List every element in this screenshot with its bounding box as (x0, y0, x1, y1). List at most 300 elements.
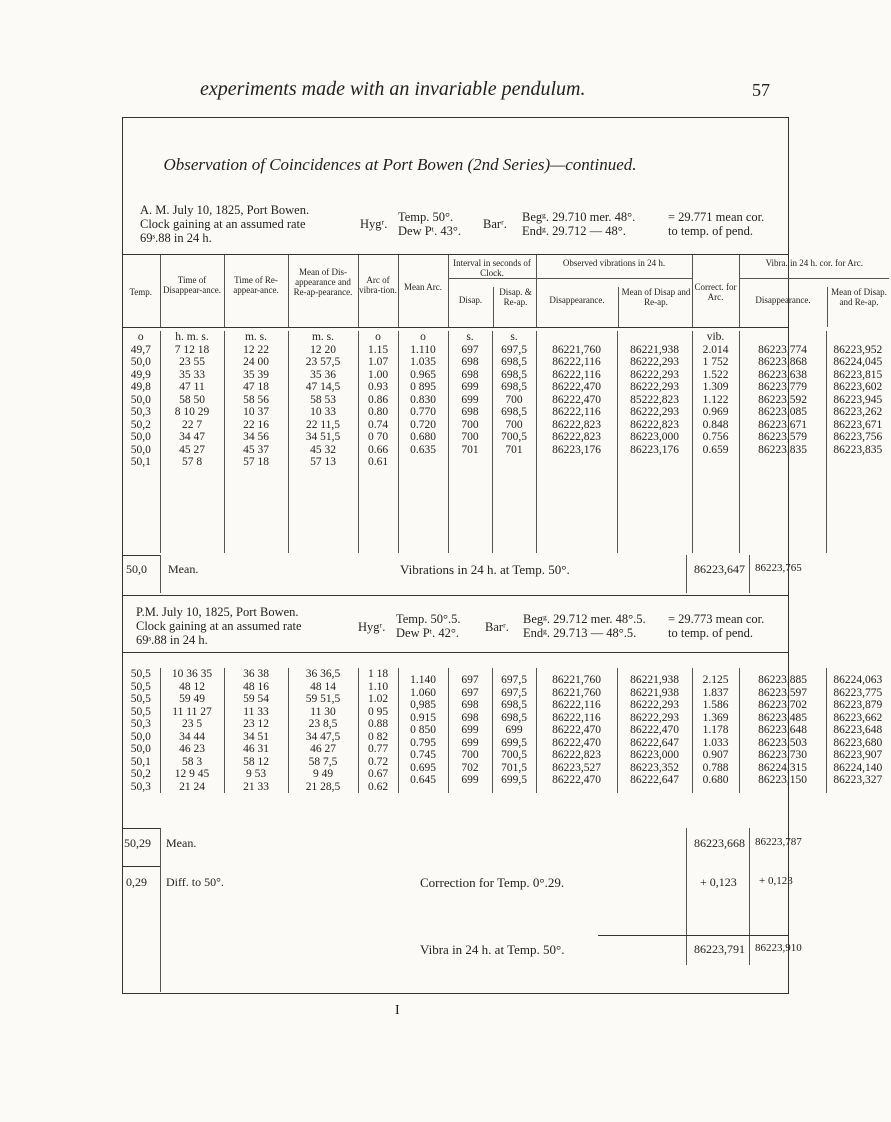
table-cell: 0.770 (410, 406, 436, 418)
col-mean-dis: Mean of Dis-appearance and Re-ap-pearance. (288, 255, 358, 327)
table-cell: 50,5 (130, 680, 151, 693)
table-cell: 86223,952 (833, 343, 883, 356)
table-cell: o (137, 331, 144, 343)
col-correct: Correct. for Arc. (692, 255, 739, 327)
col-vib-mean: Mean of Disap. and Re-ap. (827, 287, 891, 327)
table-cell: 12 9 45 (174, 768, 210, 780)
table-cell: 699 (461, 381, 479, 393)
table-cell: 86223,662 (833, 711, 883, 724)
table-cell: 86223,774 (758, 343, 807, 356)
table-cell: 50,0 (130, 393, 151, 406)
am-intro (140, 203, 309, 245)
table-cell: 0.659 (702, 443, 729, 456)
table-cell: 697 (461, 674, 479, 686)
table-cell: 58 7,5 (308, 755, 338, 768)
table-cell: 86223,592 (758, 393, 807, 406)
table-cell: 1.178 (702, 724, 729, 736)
am-col-obs-dis (537, 331, 617, 456)
table-cell: 1.522 (702, 368, 729, 381)
am-col-vib-dis (740, 331, 826, 456)
page-header (0, 78, 800, 108)
table-cell: 86223,352 (630, 761, 679, 774)
table-cell: 50,1 (130, 456, 151, 468)
table-cell: 11 30 (310, 705, 336, 718)
table-cell: 698 (461, 356, 479, 368)
table-cell: 86222,293 (630, 368, 679, 381)
table-cell: 699 (505, 724, 523, 736)
table-cell: 1.033 (702, 736, 729, 749)
am-col-dis (161, 331, 224, 469)
table-cell: 0.695 (410, 761, 436, 774)
table-cell: 58 12 (243, 755, 269, 768)
col-interval-label: Interval in seconds of Clock. (453, 258, 531, 278)
pm-correction-label: Correction for Temp. 0°.29. (420, 875, 565, 890)
table-cell: 10 36 35 (171, 668, 213, 680)
am-col-int-dis (449, 331, 492, 456)
table-cell: 50,0 (130, 730, 151, 743)
rule (122, 866, 160, 867)
table-cell: 36 36,5 (305, 668, 341, 680)
table-cell: 86222,116 (552, 711, 601, 724)
am-intro-line: A. M. July 10, 1825, Port Bowen. (140, 203, 310, 217)
am-hygr-temp: Temp. 50°. (398, 210, 454, 224)
table-frame (122, 117, 789, 994)
table-cell: 699,5 (501, 736, 527, 749)
pm-hygr-dew: Dew Pᵗ. 42°. (396, 626, 459, 640)
pm-bar-end: Endᵍ. 29.713 — 48°.5. (523, 626, 637, 640)
table-cell: 698,5 (501, 699, 527, 711)
table-cell: 0.965 (410, 368, 436, 381)
table-cell: 0.756 (702, 431, 729, 443)
rule (122, 652, 789, 653)
table-cell: 58 56 (243, 393, 269, 406)
table-cell: 86222,823 (552, 749, 601, 761)
table-cell: 1.00 (367, 368, 389, 381)
table-cell: 86223,868 (758, 356, 807, 368)
table-cell: 86223,262 (833, 406, 883, 418)
table-cell: 86223,597 (758, 686, 807, 699)
table-cell: 86223,602 (833, 381, 883, 393)
pm-vibra-label: Vibra in 24 h. at Temp. 50°. (420, 942, 565, 957)
table-cell: 86223,945 (833, 393, 883, 406)
table-cell: 58 50 (179, 393, 205, 406)
table-cell: 35 36 (310, 368, 336, 381)
table-cell: 699 (461, 724, 479, 736)
running-title: experiments made with an invariable pendulum. (200, 78, 586, 100)
table-cell: 86223,176 (630, 443, 679, 456)
table-cell: s. (466, 331, 474, 343)
pm-mean-temp: 50,29 (124, 836, 151, 850)
pm-col-reap (225, 668, 288, 793)
table-cell: 698,5 (501, 356, 527, 368)
pm-col-obs-mean (618, 668, 692, 787)
table-cell: 86223,085 (758, 406, 807, 418)
table-cell: 0.635 (410, 443, 436, 456)
table-cell: 86223,756 (833, 431, 883, 443)
table-cell: 1.837 (702, 686, 729, 699)
rule (122, 327, 789, 328)
pm-body (122, 668, 889, 793)
table-cell: 698,5 (501, 381, 527, 393)
table-cell: 10 33 (310, 406, 336, 418)
table-cell: 50,0 (130, 743, 151, 755)
signature-mark: I (395, 1003, 400, 1018)
table-caption: Observation of Coincidences at Port Bowen (2nd Series)—continued. (163, 155, 637, 174)
table-cell: 698 (461, 711, 479, 724)
table-cell: 86221,760 (552, 686, 601, 699)
table-cell: 698,5 (501, 368, 527, 381)
table-cell: 34 51,5 (305, 431, 341, 443)
pm-col-mean (289, 668, 358, 793)
table-cell: 1.060 (410, 686, 436, 699)
table-cell: 11 33 (243, 705, 269, 718)
table-cell: 86223,815 (833, 368, 883, 381)
table-cell: 86223,775 (833, 686, 883, 699)
table-cell: 86223,671 (833, 418, 883, 431)
rule (122, 595, 789, 596)
table-cell: 45 37 (243, 443, 269, 456)
table-cell: 0.80 (367, 406, 389, 418)
table-cell: 86223,835 (758, 443, 807, 456)
table-cell: 0.788 (702, 761, 729, 774)
am-col-vib-mean (827, 331, 890, 456)
table-cell: 23 57,5 (305, 356, 341, 368)
table-cell: 0.795 (410, 736, 436, 749)
am-col-temp (122, 331, 160, 469)
pm-hygr (396, 612, 461, 640)
table-cell: 0 82 (367, 730, 389, 743)
table-cell: 23 12 (243, 718, 269, 730)
col-vib-disap: Disappearance. (755, 295, 811, 305)
pm-bar (523, 612, 646, 640)
table-cell: 57 13 (310, 456, 336, 468)
table-cell: 0 850 (410, 724, 436, 736)
table-cell: 50,0 (130, 431, 151, 443)
table-cell: 86224,140 (833, 761, 883, 774)
table-cell: 86223,579 (758, 431, 807, 443)
table-cell: 59 49 (179, 693, 205, 705)
table-cell: 86224,063 (833, 674, 883, 686)
table-cell: 86222,470 (552, 393, 601, 406)
am-mean-cor-line: to temp. of pend. (668, 224, 754, 238)
am-mean-mean: 86223,765 (755, 562, 802, 574)
table-cell: 50,3 (130, 780, 151, 793)
table-cell: 0 95 (367, 705, 389, 718)
table-cell: 86223,000 (630, 431, 679, 443)
table-cell: 86222,647 (630, 774, 679, 786)
pm-col-arc (359, 668, 398, 793)
pm-col-mean-arc (399, 668, 448, 787)
rule (686, 828, 687, 965)
table-cell: 700 (461, 418, 479, 431)
rule (749, 555, 750, 593)
table-cell: 47 11 (179, 381, 205, 393)
table-cell: 86222,470 (552, 774, 601, 786)
table-cell: 697,5 (501, 674, 527, 686)
table-cell: 50,5 (130, 693, 151, 705)
rule (160, 828, 161, 992)
table-cell: 699 (461, 736, 479, 749)
table-cell: 698 (461, 368, 479, 381)
pm-col-temp (122, 668, 160, 793)
table-cell: 50,5 (130, 668, 151, 680)
rule (686, 555, 687, 593)
table-cell: 86223,779 (758, 381, 807, 393)
table-cell: 86223,150 (758, 774, 807, 786)
am-mean-text: Vibrations in 24 h. at Temp. 50°. (400, 562, 570, 577)
table-cell: 23 55 (179, 356, 205, 368)
table-cell: 86223,503 (758, 736, 807, 749)
table-cell: 700,5 (501, 749, 527, 761)
pm-bar-begin: Begᵍ. 29.712 mer. 48°.5. (523, 612, 646, 626)
table-cell: 58 3 (181, 755, 203, 768)
col-obs-mean: Mean of Disap and Re-ap. (618, 287, 694, 327)
table-cell: m. s. (244, 331, 268, 343)
table-cell: 12 20 (310, 343, 336, 356)
pm-intro (136, 605, 302, 647)
table-cell: 48 14 (310, 680, 336, 693)
pm-bar-label: Barʳ. (485, 620, 509, 634)
table-cell: 1 752 (702, 356, 729, 368)
table-cell: 57 8 (181, 456, 203, 468)
am-col-mean (289, 331, 358, 469)
pm-intro-line: Clock gaining at an assumed rate (136, 619, 302, 633)
table-cell: 1.369 (702, 711, 729, 724)
table-cell: 9 53 (245, 768, 267, 780)
table-cell: 36 38 (243, 668, 269, 680)
table-cell: 702 (461, 761, 479, 774)
table-cell: 1.309 (702, 381, 729, 393)
table-cell: 0.745 (410, 749, 436, 761)
table-cell: 50,0 (130, 443, 151, 456)
pm-mean-dis: 86223,668 (694, 836, 745, 850)
am-bar-end: Endᵍ. 29.712 — 48°. (522, 224, 626, 238)
table-cell: 86221,938 (630, 343, 679, 356)
am-hygr-label: Hygʳ. (360, 217, 388, 231)
rule (122, 555, 160, 556)
table-cell: 50,3 (130, 406, 151, 418)
table-cell: 46 27 (310, 743, 336, 755)
table-cell: 86223,000 (630, 749, 679, 761)
am-body (122, 331, 889, 553)
am-hygr (398, 210, 461, 238)
col-interval (448, 255, 536, 327)
table-cell: 50,2 (130, 418, 151, 431)
table-cell: h. m. s. (175, 331, 209, 343)
table-cell: 86222,116 (552, 356, 601, 368)
col-disappearance: Time of Disappear-ance. (160, 255, 224, 327)
pm-col-vib-dis (740, 668, 826, 787)
table-cell: 47 18 (243, 381, 269, 393)
rule (749, 828, 750, 965)
table-cell: 1 18 (367, 668, 389, 680)
am-col-obs-mean (618, 331, 692, 456)
table-cell: 86223,648 (758, 724, 807, 736)
am-mean-temp: 50,0 (126, 562, 147, 576)
table-cell: 699,5 (501, 774, 527, 786)
am-mean-cor-line: = 29.771 mean cor. (668, 210, 765, 224)
am-bar (522, 210, 635, 238)
table-cell: 34 56 (243, 431, 269, 443)
table-cell: 86222,293 (630, 381, 679, 393)
table-cell: s. (510, 331, 518, 343)
table-cell: 86222,470 (630, 724, 679, 736)
table-cell: 86223,327 (833, 774, 883, 786)
table-cell: o (420, 331, 426, 343)
table-cell: 700 (461, 431, 479, 443)
col-arc: Arc of vibra-tion. (358, 255, 398, 327)
table-cell: 50,2 (130, 768, 151, 780)
table-cell: 1.586 (702, 699, 729, 711)
table-cell: 86222,116 (552, 406, 601, 418)
rule (160, 555, 161, 593)
table-cell: 86223,485 (758, 711, 807, 724)
table-cell: 0.77 (367, 743, 389, 755)
table-cell: 86222,293 (630, 699, 679, 711)
am-col-mean-arc (399, 331, 448, 456)
table-cell: 86223,176 (552, 443, 601, 456)
table-cell: 0 895 (410, 381, 436, 393)
col-int-reap: Disap. & Re-ap. (493, 287, 538, 327)
table-cell: 0.969 (702, 406, 729, 418)
table-cell: 23 5 (181, 718, 203, 730)
table-cell: 86223,680 (833, 736, 883, 749)
table-cell: 86223,730 (758, 749, 807, 761)
table-cell: 50,0 (130, 356, 151, 368)
table-cell: 0.72 (367, 755, 389, 768)
table-cell: 0.62 (367, 780, 389, 793)
table-cell: 11 11 27 (172, 705, 212, 718)
table-cell: 49,9 (130, 368, 151, 381)
pm-col-int-dis (449, 668, 492, 787)
col-temp: Temp. (129, 287, 153, 297)
am-mean-cor (668, 210, 764, 238)
table-cell: 1.10 (367, 680, 389, 693)
table-cell: 86222,116 (552, 368, 601, 381)
table-cell: 50,1 (130, 755, 151, 768)
table-cell: vib. (706, 331, 725, 343)
table-cell: 0,985 (410, 699, 436, 711)
table-cell: 701 (461, 443, 479, 456)
pm-mean-label: Mean. (166, 836, 197, 850)
table-cell: 86223,638 (758, 368, 807, 381)
table-cell: 697,5 (501, 686, 527, 699)
table-cell: 86223,907 (833, 749, 883, 761)
table-cell: 50,3 (130, 718, 151, 730)
table-cell: 0.907 (702, 749, 729, 761)
table-cell: 0.680 (702, 774, 729, 786)
table-cell: 12 22 (243, 343, 269, 356)
table-cell: 1.02 (367, 693, 389, 705)
table-cell: 697,5 (501, 343, 527, 356)
pm-col-vib-mean (827, 668, 890, 787)
table-cell: o (375, 331, 381, 343)
table-cell: 698,5 (501, 406, 527, 418)
table-cell: 2.014 (702, 343, 729, 356)
table-cell: 0.645 (410, 774, 436, 786)
am-intro-line: Clock gaining at an assumed rate (140, 217, 306, 231)
pm-vibra-mean: 86223,910 (755, 942, 802, 954)
col-observed-label: Observed vibrations in 24 h. (562, 258, 666, 268)
table-cell: 58 53 (310, 393, 336, 406)
table-cell: 50,5 (130, 705, 151, 718)
am-mean-label: Mean. (168, 562, 199, 576)
table-cell: 86222,293 (630, 711, 679, 724)
am-mean-dis: 86223,647 (694, 562, 745, 576)
table-cell: 86223,702 (758, 699, 807, 711)
col-vibra (739, 255, 889, 327)
table-cell: 22 16 (243, 418, 269, 431)
table-cell: 700 (505, 393, 523, 406)
table-cell: 86222,470 (552, 736, 601, 749)
table-cell: 86224,315 (758, 761, 807, 774)
col-observed (536, 255, 692, 327)
pm-mean-mean: 86223,787 (755, 836, 802, 848)
table-cell: 86221,760 (552, 343, 601, 356)
table-cell: 48 12 (179, 680, 205, 693)
table-cell: 1.15 (367, 343, 389, 356)
table-cell: 699 (461, 393, 479, 406)
am-bar-label: Barʳ. (483, 217, 507, 231)
table-cell: 0.93 (367, 381, 389, 393)
pm-correction-dis: + 0,123 (700, 875, 737, 889)
table-cell: 35 33 (179, 368, 205, 381)
table-cell: 47 14,5 (305, 381, 341, 393)
pm-mean-cor-line: to temp. of pend. (668, 626, 754, 640)
table-cell: 0.848 (702, 418, 729, 431)
pm-hygr-label: Hygʳ. (358, 620, 386, 634)
am-hygr-dew: Dew Pᵗ. 43°. (398, 224, 461, 238)
table-cell: 698 (461, 699, 479, 711)
table-cell: 57 18 (243, 456, 269, 468)
table-cell: 0.67 (367, 768, 389, 780)
table-cell: 8 10 29 (174, 406, 210, 418)
am-col-corr (693, 331, 739, 456)
table-cell: 697 (461, 686, 479, 699)
table-cell: 46 31 (243, 743, 269, 755)
table-cell: 701 (505, 443, 523, 456)
table-cell: 35 39 (243, 368, 269, 381)
table-cell: 34 47 (179, 431, 205, 443)
table-cell: 86221,938 (630, 686, 679, 699)
col-mean-arc: Mean Arc. (398, 255, 448, 327)
table-cell: 21 28,5 (305, 780, 341, 793)
table-cell: 34 44 (179, 730, 205, 743)
pm-vibra-dis: 86223,791 (694, 942, 745, 956)
table-cell: 86222,470 (552, 724, 601, 736)
table-cell: 23 8,5 (308, 718, 338, 730)
table-cell: 86224,045 (833, 356, 883, 368)
table-cell: 86223,879 (833, 699, 883, 711)
table-cell: 0.915 (410, 711, 436, 724)
table-cell: 10 37 (243, 406, 269, 418)
table-cell: 22 11,5 (305, 418, 341, 431)
table-cell: 86222,293 (630, 356, 679, 368)
table-cell: 0.680 (410, 431, 436, 443)
table-cell: 0.86 (367, 393, 389, 406)
table-cell: 0.74 (367, 418, 389, 431)
table-cell: 2.125 (702, 674, 729, 686)
rule (122, 828, 160, 829)
table-cell: 700 (505, 418, 523, 431)
table-cell: 21 24 (179, 780, 205, 793)
table-cell: 1.122 (702, 393, 729, 406)
pm-intro-line: P.M. July 10, 1825, Port Bowen. (136, 605, 299, 619)
table-cell: 86222,116 (552, 699, 601, 711)
table-cell: 86222,823 (552, 431, 601, 443)
table-cell: 86223,885 (758, 674, 807, 686)
table-cell: 24 00 (243, 356, 269, 368)
